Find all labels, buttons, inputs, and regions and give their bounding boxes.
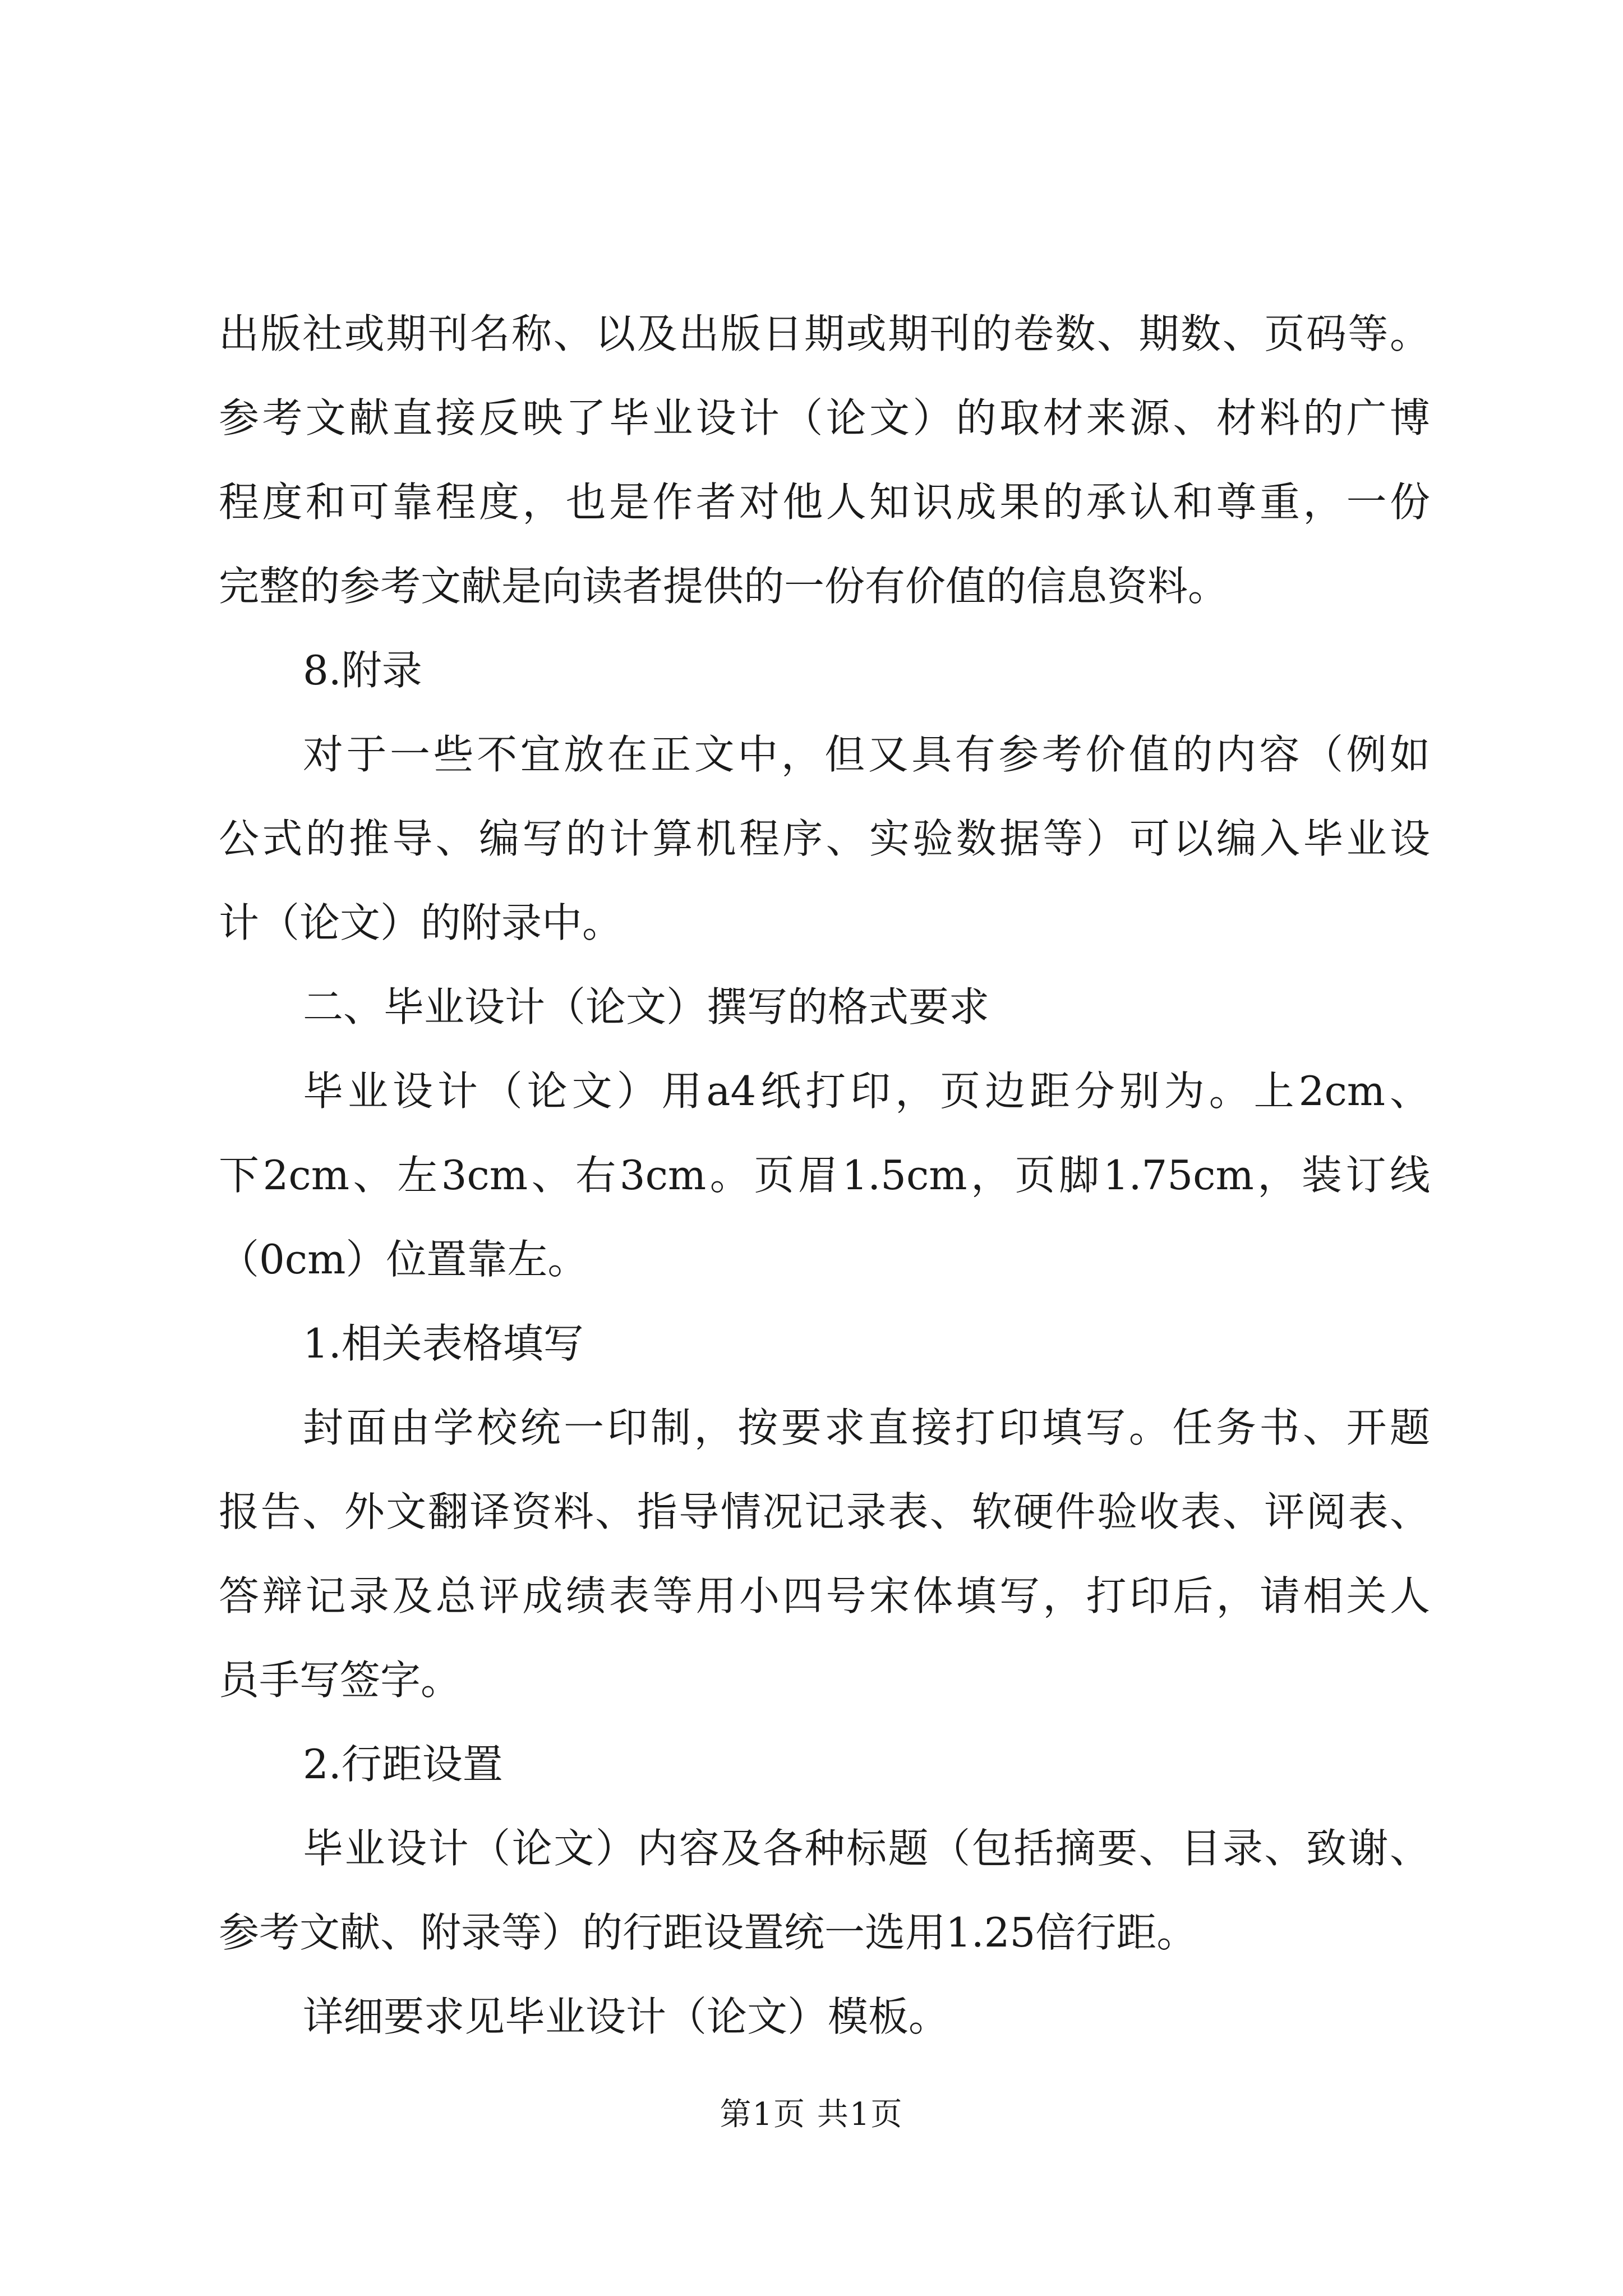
section-heading-line-spacing: 2.行距设置 — [303, 1741, 503, 1788]
paragraph-line: 完整的参考文献是向读者提供的一份有价值的信息资料。 — [219, 563, 1229, 610]
section-heading-forms: 1.相关表格填写 — [303, 1320, 584, 1367]
paragraph-line: 对于一些不宜放在正文中，但又具有参考价值的内容（例如 — [303, 731, 1430, 778]
paragraph-line: 出版社或期刊名称、以及出版日期或期刊的卷数、期数、页码等。 — [219, 310, 1430, 357]
section-heading-format-requirements: 二、毕业设计（论文）撰写的格式要求 — [303, 983, 990, 1030]
paragraph-line: 参考文献直接反映了毕业设计（论文）的取材来源、材料的广博 — [219, 394, 1430, 441]
paragraph-line: 下2cm、左3cm、右3cm。页眉1.5cm，页脚1.75cm，装订线 — [219, 1152, 1430, 1199]
paragraph-line: （0cm）位置靠左。 — [219, 1236, 588, 1283]
paragraph-line: 报告、外文翻译资料、指导情况记录表、软硬件验收表、评阅表、 — [219, 1488, 1430, 1535]
paragraph-line: 封面由学校统一印制，按要求直接打印填写。任务书、开题 — [303, 1404, 1430, 1451]
paragraph-line: 毕业设计（论文）用a4纸打印，页边距分别为。上2cm、 — [303, 1068, 1430, 1115]
paragraph-line: 程度和可靠程度，也是作者对他人知识成果的承认和尊重，一份 — [219, 478, 1430, 526]
paragraph-line: 计（论文）的附录中。 — [219, 899, 623, 946]
paragraph-line: 参考文献、附录等）的行距设置统一选用1.25倍行距。 — [219, 1909, 1197, 1956]
section-heading-appendix: 8.附录 — [303, 647, 422, 694]
paragraph-line: 毕业设计（论文）内容及各种标题（包括摘要、目录、致谢、 — [303, 1825, 1430, 1872]
page-footer: 第1页 共1页 — [720, 2096, 903, 2133]
paragraph-line: 详细要求见毕业设计（论文）模板。 — [303, 1993, 949, 2040]
paragraph-line: 员手写签字。 — [219, 1657, 462, 1704]
paragraph-line: 公式的推导、编写的计算机程序、实验数据等）可以编入毕业设 — [219, 815, 1430, 862]
paragraph-line: 答辩记录及总评成绩表等用小四号宋体填写，打印后，请相关人 — [219, 1572, 1430, 1619]
